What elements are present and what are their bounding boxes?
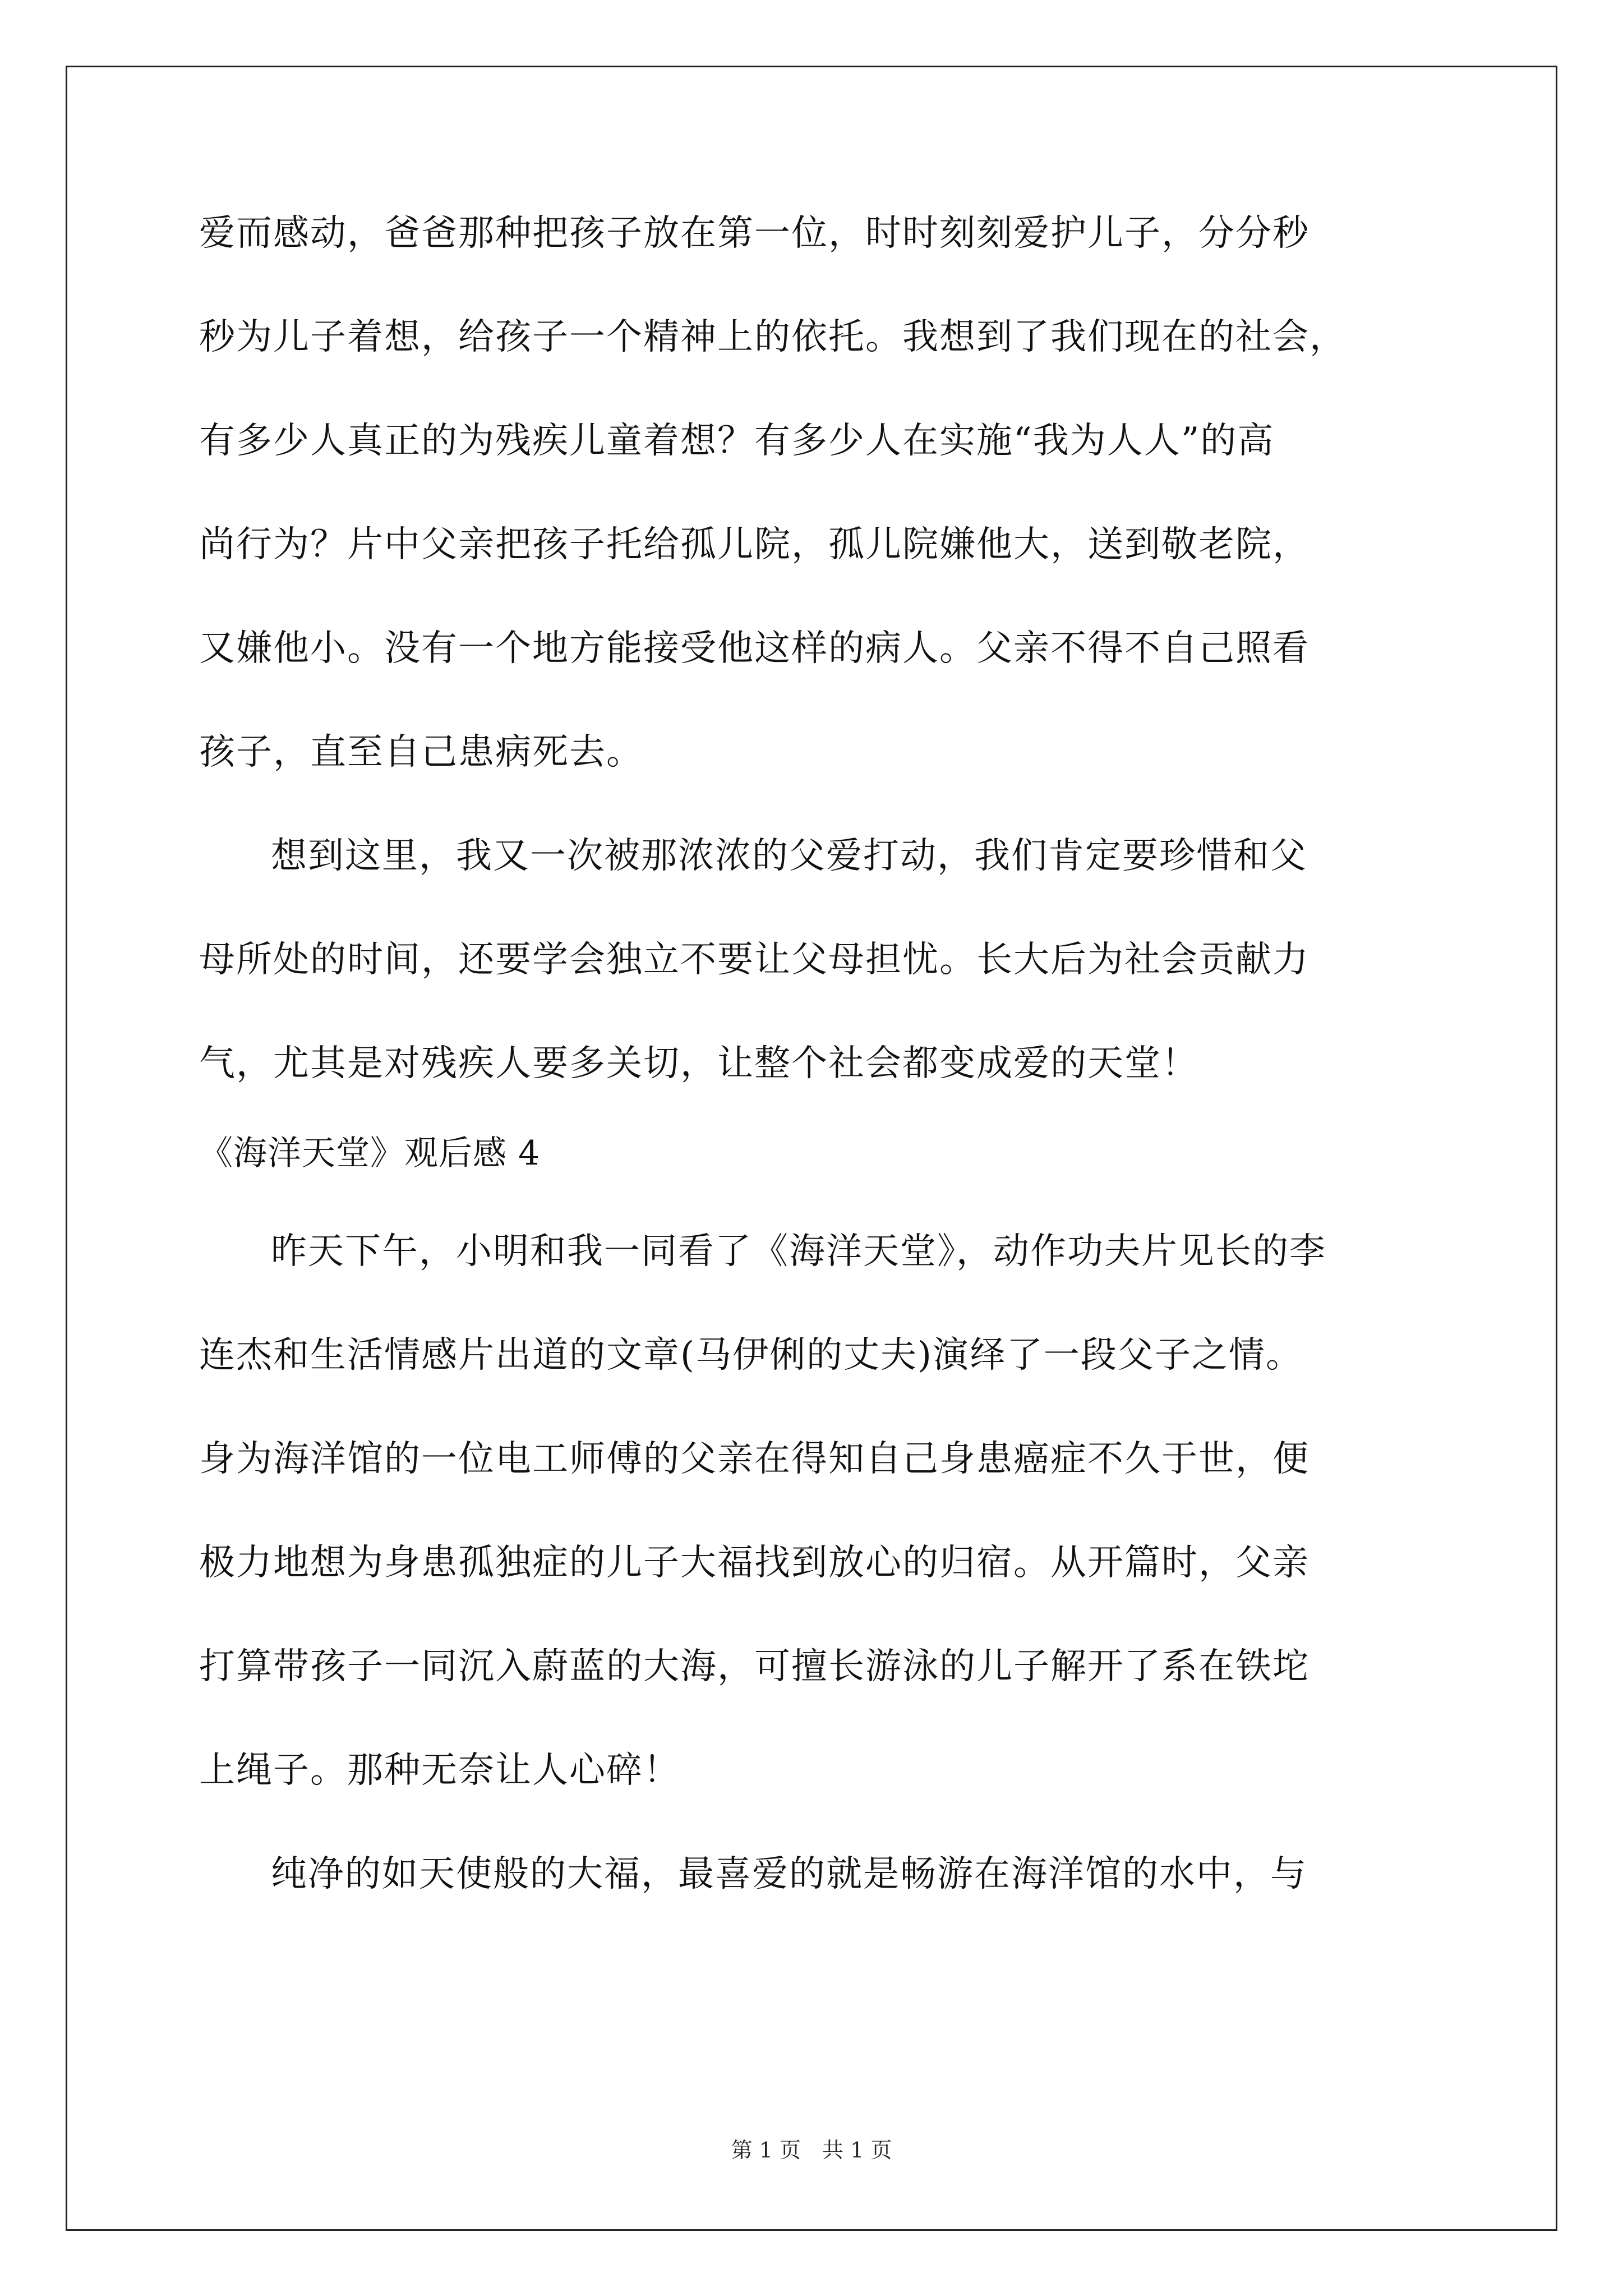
- paragraph-line: 连杰和生活情感片出道的文章(马伊俐的丈夫)演绎了一段父子之情。: [199, 1335, 1303, 1376]
- paragraph-line: 有多少人真正的为残疾儿童着想？有多少人在实施“我为人人”的高: [199, 420, 1275, 462]
- paragraph-line: 想到这里，我又一次被那浓浓的父爱打动，我们肯定要珍惜和父: [271, 835, 1307, 877]
- paragraph-line: 极力地想为身患孤独症的儿子大福找到放心的归宿。从开篇时，父亲: [199, 1542, 1310, 1584]
- paragraph-line: 上绳子。那种无奈让人心碎！: [199, 1750, 680, 1791]
- page-footer: 第 1 页 共 1 页: [731, 2138, 892, 2162]
- paragraph-line: 孩子，直至自己患病死去。: [199, 731, 643, 773]
- paragraph-line: 又嫌他小。没有一个地方能接受他这样的病人。父亲不得不自己照看: [199, 628, 1310, 669]
- paragraph-line: 尚行为？片中父亲把孩子托给孤儿院，孤儿院嫌他大，送到敬老院，: [199, 524, 1310, 565]
- paragraph-line: 打算带孩子一同沉入蔚蓝的大海，可擅长游泳的儿子解开了系在铁坨: [199, 1646, 1310, 1687]
- paragraph-line: 昨天下午，小明和我一同看了《海洋天堂》，动作功夫片见长的李: [271, 1231, 1326, 1272]
- section-heading: 《海洋天堂》观后感 4: [199, 1134, 541, 1173]
- paragraph-line: 纯净的如天使般的大福，最喜爱的就是畅游在海洋馆的水中，与: [271, 1853, 1307, 1895]
- paragraph-line: 母所处的时间，还要学会独立不要让父母担忧。长大后为社会贡献力: [199, 939, 1310, 981]
- paragraph-line: 身为海洋馆的一位电工师傅的父亲在得知自己身患癌症不久于世，便: [199, 1438, 1310, 1480]
- paragraph-line: 爱而感动，爸爸那种把孩子放在第一位，时时刻刻爱护儿子，分分秒: [199, 213, 1310, 254]
- paragraph-line: 秒为儿子着想，给孩子一个精神上的依托。我想到了我们现在的社会，: [199, 316, 1347, 358]
- paragraph-line: 气，尤其是对残疾人要多关切，让整个社会都变成爱的天堂！: [199, 1043, 1198, 1084]
